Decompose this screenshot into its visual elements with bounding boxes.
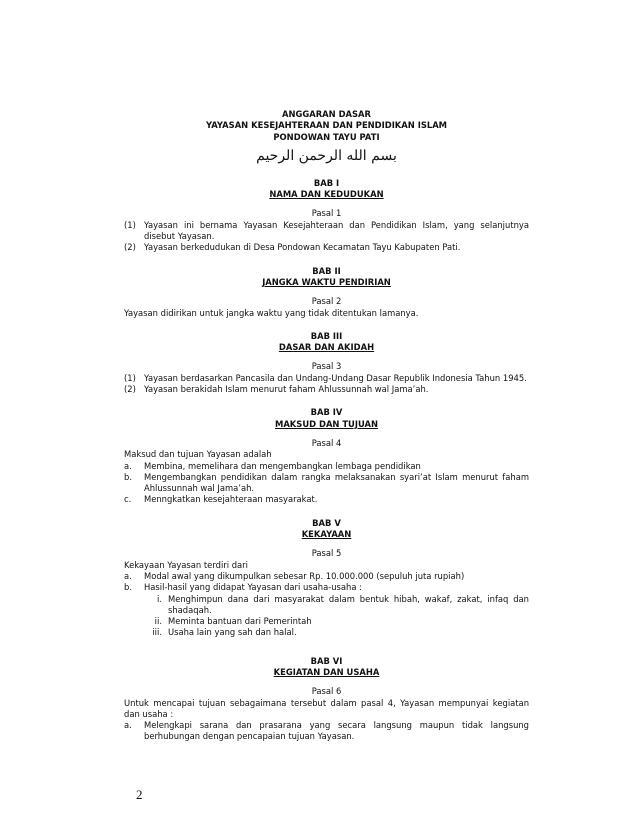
article-number: Pasal 1 [311,208,342,219]
list-text: Yayasan berdasarkan Pancasila dan Undang-Undang Dasar Republik Indonesia Tahun 1945. [144,372,527,383]
chapter-title: KEKAYAAN [301,529,352,540]
doc-title-org: YAYASAN KESEJAHTERAAN DAN PENDIDIKAN ISLAM [205,120,448,131]
list-text: Mengembangkan pendidikan dalam rangka melaksanakan syari’at Islam menurut faham Ahlussunnah wal Jama’ah. [144,471,529,494]
list-text: Hasil-hasil yang didapat Yayasan dari usaha-usaha : [144,582,362,593]
list-item [124,494,529,505]
list-item [124,220,529,243]
list-item [124,461,529,472]
list-text: Meminta bantuan dari Pemerintah [168,616,312,627]
list-marker: ii. [154,616,162,627]
list-text: Modal awal yang dikumpulkan sebesar Rp. 10.000.000 (sepuluh juta rupiah) [144,570,465,581]
chapter-title: JANGKA WAKTU PENDIRIAN [262,276,391,287]
list-item [124,472,529,495]
list-item [124,384,529,395]
list-marker: (1) [124,219,136,230]
paragraph: Kekayaan Yayasan terdiri dari [124,559,248,570]
list-marker: iii. [152,627,162,638]
list-text: Yayasan berakidah Islam menurut faham Ahlussunnah wal Jama’ah. [144,384,429,395]
list-marker: (1) [124,372,136,383]
list-marker: a. [124,720,132,731]
list-marker: c. [124,494,132,505]
article-number: Pasal 2 [311,296,342,307]
sub-list-item [124,594,529,617]
article-number: Pasal 5 [311,548,342,559]
list-item [124,582,529,593]
list-marker: b. [124,471,132,482]
page-number: 2 [136,787,143,802]
article-number: Pasal 4 [311,437,342,448]
list-text: Yayasan ini bernama Yayasan Kesejahteraan dan Pendidikan Islam, yang selanjutnya disebut Yayasan. [144,219,529,242]
list-text: Yayasan berkedudukan di Desa Pondowan Kecamatan Tayu Kabupaten Pati. [144,242,461,253]
paragraph: Maksud dan tujuan Yayasan adalah [124,449,272,460]
list-item [124,720,529,743]
chapter-title: NAMA DAN KEDUDUKAN [269,189,384,200]
list-item [124,571,529,582]
list-text: Menghimpun dana dari masyarakat dalam bentuk hibah, wakaf, zakat, infaq dan shadaqah. [168,593,529,615]
chapter-heading: BAB IV [310,407,343,418]
list-text: Membina, memelihara dan mengembangkan lembaga pendidikan [144,460,421,471]
list-marker: (2) [124,242,136,253]
list-item [124,373,529,384]
list-marker: b. [124,582,132,593]
list-text: Melengkapi sarana dan prasarana yang secara langsung maupun tidak langsung berhubungan dengan pencapaian tujuan Yayasan. [144,720,529,742]
list-marker: i. [157,593,162,604]
list-marker: a. [124,570,132,581]
list-text: Usaha lain yang sah dan halal. [168,627,297,638]
chapter-heading: BAB II [312,265,341,276]
chapter-heading: BAB VI [310,655,343,666]
doc-title: ANGGARAN DASAR [282,109,371,119]
chapter-title: DASAR DAN AKIDAH [278,342,375,353]
doc-title-location: PONDOWAN TAYU PATI [273,131,380,142]
chapter-heading: BAB V [312,517,341,528]
list-marker: a. [124,460,132,471]
chapter-title: KEGIATAN DAN USAHA [273,666,380,677]
list-text: Menngkatkan kesejahteraan masyarakat. [144,494,318,505]
sub-list-item [124,616,529,627]
chapter-heading: BAB III [310,330,343,341]
article-number: Pasal 6 [311,686,342,697]
document-body [124,109,529,743]
list-marker: (2) [124,384,136,395]
sub-list-item [124,627,529,638]
paragraph: Untuk mencapai tujuan sebagaimana tersebut dalam pasal 4, Yayasan mempunyai kegiatan dan usaha : [124,697,529,719]
chapter-heading: BAB I [313,177,340,188]
chapter-title: MAKSUD DAN TUJUAN [274,418,379,429]
list-item [124,242,529,253]
paragraph: Yayasan didirikan untuk jangka waktu yang tidak ditentukan lamanya. [124,307,419,318]
article-number: Pasal 3 [311,361,342,372]
basmala: بسم الله الرحمن الرحيم [256,147,397,164]
